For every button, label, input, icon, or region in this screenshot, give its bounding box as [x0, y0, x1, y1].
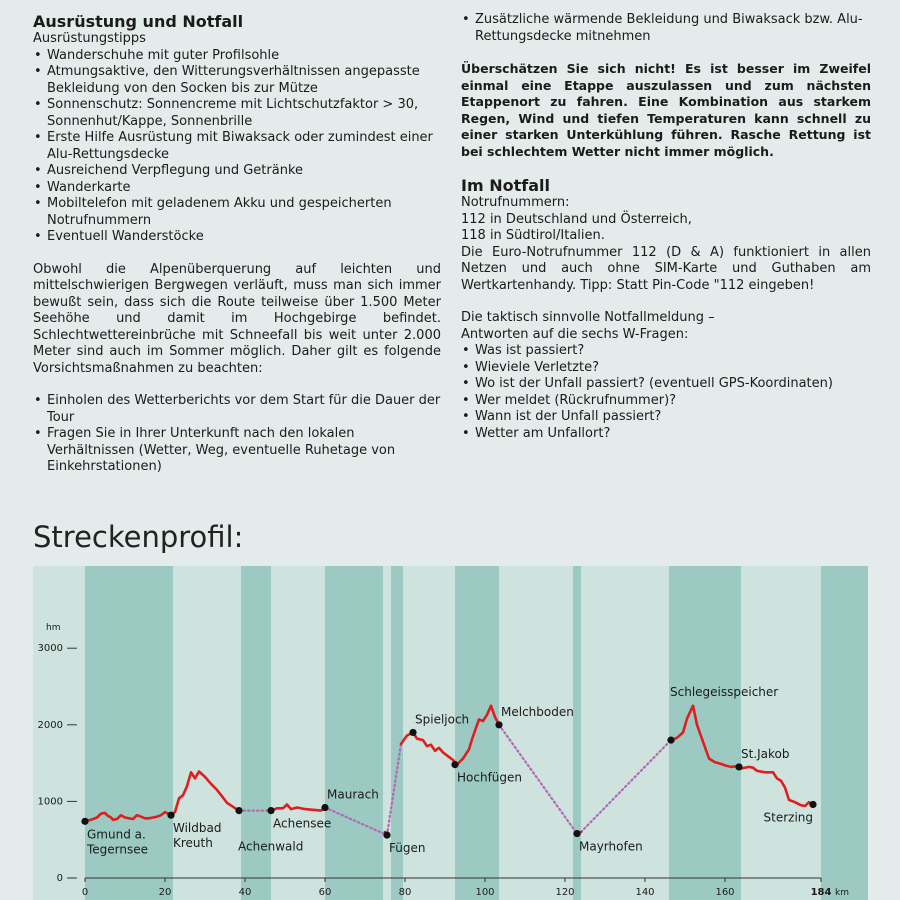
- location-label: Sterzing: [763, 810, 813, 825]
- emergency-text: Die Euro-Notrufnummer 112 (D & A) funktioniert in allen Netzen und auch ohne SIM-Karte und Guthaben am Wertkartenhandy. Tipp: Statt Pin-Code "112 eingeben!: [461, 244, 871, 293]
- elevation-profile-chart: [0, 560, 900, 900]
- x-tick-label: 80: [398, 887, 412, 898]
- equipment-tips-list: [33, 48, 441, 246]
- emergency-number-line: Notrufnummern:: [461, 195, 570, 210]
- location-marker: [451, 761, 458, 768]
- location-label: Achenwald: [238, 839, 304, 854]
- emergency-number-line: 112 in Deutschland und Österreich,: [461, 211, 692, 227]
- warning-text: Überschätzen Sie sich nicht! Es ist besser im Zweifel einmal eine Etappe auszulassen und zum nächsten Etappenort zu fahren. Eine Kombination aus starkem Regen, Wind und tiefen Temperaturen kann schnell zu einer starken Unterkühlung führen. Rasche Rettung ist bei schlechtem Wetter nicht immer möglich.: [461, 61, 871, 159]
- location-marker: [321, 804, 328, 811]
- emergency-numbers: [461, 195, 871, 245]
- x-end-label: 184: [810, 887, 832, 898]
- location-marker: [235, 807, 242, 814]
- x-tick-label: 120: [555, 887, 575, 898]
- x-tick-label: 160: [715, 887, 735, 898]
- report-intro-2: Antworten auf die sechs W-Fragen:: [461, 326, 689, 342]
- location-marker: [167, 812, 174, 819]
- y-tick-label: 3000: [37, 643, 63, 655]
- location-label: Melchboden: [501, 704, 574, 719]
- precaution-item: • Einholen des Wetterberichts vor dem Start für die Dauer der Tour: [33, 393, 441, 426]
- precaution-item: • Fragen Sie in Ihrer Unterkunft nach den lokalen Verhältnissen (Wetter, Weg, eventuelle Ruhetage von Einkehrstationen): [33, 426, 441, 476]
- stage-band: [821, 566, 868, 900]
- equipment-tip: • Sonnenschutz: Sonnencreme mit Lichtschutzfaktor > 30, Sonnenhut/Kappe, Sonnenbrille: [33, 97, 441, 130]
- y-tick-label: 1000: [37, 796, 63, 808]
- location-label-line2: Tegernsee: [87, 842, 149, 857]
- w-questions-list: [461, 343, 871, 442]
- location-label-line2: Kreuth: [173, 836, 213, 851]
- w-question: • Wann ist der Unfall passiert?: [461, 409, 871, 426]
- x-tick-label: 0: [81, 887, 89, 898]
- w-question: • Wo ist der Unfall passiert? (eventuell GPS-Koordinaten): [461, 376, 871, 393]
- location-label: Mayrhofen: [579, 839, 643, 854]
- equipment-tip: • Ausreichend Verpflegung und Getränke: [33, 163, 441, 180]
- equipment-heading: Ausrüstung und Notfall: [33, 12, 244, 31]
- equipment-tip: • Mobiltelefon mit geladenem Akku und gespeicherten Notrufnummern: [33, 196, 441, 229]
- equipment-tip: • Eventuell Wanderstöcke: [33, 229, 441, 246]
- equipment-tip: • Erste Hilfe Ausrüstung mit Biwaksack oder zumindest einer Alu-Rettungsdecke: [33, 130, 441, 163]
- location-marker: [573, 830, 580, 837]
- location-marker: [735, 763, 742, 770]
- w-question: • Wetter am Unfallort?: [461, 426, 871, 443]
- location-marker: [267, 807, 274, 814]
- location-label: Gmund a.: [87, 827, 146, 842]
- location-label: Maurach: [327, 787, 379, 802]
- location-marker: [495, 721, 502, 728]
- x-tick-label: 40: [238, 887, 252, 898]
- x-tick-label: 60: [318, 887, 332, 898]
- emergency-column: [461, 12, 871, 442]
- location-marker: [809, 801, 816, 808]
- report-intro-1: Die taktisch sinnvolle Notfallmeldung –: [461, 310, 715, 325]
- x-unit-label: km: [835, 888, 849, 898]
- x-tick-label: 20: [158, 887, 172, 898]
- location-label: St.Jakob: [741, 746, 790, 761]
- w-question: • Wieviele Verletzte?: [461, 360, 871, 377]
- y-axis-label: hm: [46, 623, 61, 633]
- stage-band: [455, 566, 499, 900]
- location-marker: [409, 729, 416, 736]
- location-label: Fügen: [389, 841, 426, 856]
- equipment-subheading: Ausrüstungstipps: [33, 31, 146, 46]
- location-marker: [383, 832, 390, 839]
- y-tick-label: 0: [56, 873, 63, 884]
- location-label: Hochfügen: [457, 770, 523, 785]
- equipment-tips-continued: [461, 12, 871, 45]
- stage-band: [669, 566, 741, 900]
- precautions-list: [33, 393, 441, 476]
- equipment-tip: • Atmungsaktive, den Witterungsverhältnissen angepasste Bekleidung von den Socken bis zur Mütze: [33, 64, 441, 97]
- location-label: Wildbad: [173, 821, 222, 836]
- profile-title: Streckenprofil:: [33, 520, 244, 554]
- location-marker: [81, 818, 88, 825]
- location-label: Spieljoch: [415, 712, 470, 727]
- emergency-number-line: 118 in Südtirol/Italien.: [461, 228, 605, 243]
- w-question: • Wer meldet (Rückrufnummer)?: [461, 393, 871, 410]
- location-label: Achensee: [273, 816, 332, 831]
- precautions-paragraph: Obwohl die Alpenüberquerung auf leichten und mittelschwierigen Bergwegen verläuft, muss man sich immer bewußt sein, dass sich die Route teilweise über 1.500 Meter Seehöhe und damit im Hochgebirge befindet. Schlechtwettereinbrüche mit Schneefall bis weit unter 2.000 Meter sind auch im Sommer möglich. Daher gilt es folgende Vorsichtsmaßnahmen zu beachten:: [33, 261, 441, 376]
- equipment-tip: • Zusätzliche wärmende Bekleidung und Biwaksack bzw. Alu-Rettungsdecke mitnehmen: [461, 12, 871, 45]
- y-tick-label: 2000: [37, 719, 63, 731]
- equipment-tip: • Wanderschuhe mit guter Profilsohle: [33, 48, 441, 65]
- equipment-column: [33, 12, 441, 476]
- location-label: Schlegeisspeicher: [670, 685, 779, 700]
- equipment-tip: • Wanderkarte: [33, 180, 441, 197]
- w-question: • Was ist passiert?: [461, 343, 871, 360]
- x-tick-label: 140: [635, 887, 655, 898]
- location-marker: [667, 737, 674, 744]
- emergency-heading: Im Notfall: [461, 176, 550, 195]
- x-tick-label: 100: [475, 887, 495, 898]
- stage-band: [325, 566, 383, 900]
